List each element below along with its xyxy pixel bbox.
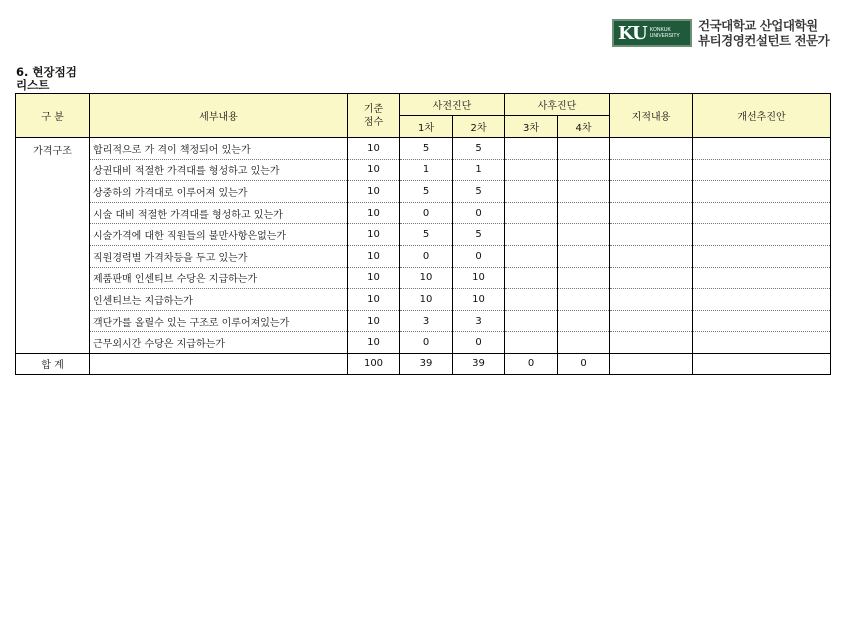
row-round-1: 5 (400, 224, 453, 246)
row-plan (693, 310, 831, 332)
row-round-1: 0 (400, 245, 453, 267)
header-round-4: 4차 (558, 116, 610, 138)
total-score: 100 (348, 353, 400, 374)
row-item: 객단가를 올릴수 있는 구조로 이루어져있는가 (90, 310, 348, 332)
row-item: 제품판매 인센티브 수당은 지급하는가 (90, 267, 348, 289)
row-round-3 (505, 202, 558, 224)
row-round-3 (505, 159, 558, 181)
row-score: 10 (348, 224, 400, 246)
row-score: 10 (348, 310, 400, 332)
row-round-3 (505, 181, 558, 203)
total-detail (90, 353, 348, 374)
header-score: 기준 점수 (348, 94, 400, 138)
row-score: 10 (348, 267, 400, 289)
row-round-4 (558, 245, 610, 267)
row-round-3 (505, 245, 558, 267)
row-round-3 (505, 138, 558, 160)
logo-mark: KU (618, 22, 647, 44)
row-round-3 (505, 310, 558, 332)
row-round-4 (558, 289, 610, 311)
table-row (16, 202, 831, 224)
row-score: 10 (348, 159, 400, 181)
total-label: 합 계 (16, 353, 90, 374)
row-remarks (610, 224, 693, 246)
row-score: 10 (348, 289, 400, 311)
row-round-4 (558, 159, 610, 181)
header-plan: 개선추진안 (693, 94, 831, 138)
university-logo (612, 18, 846, 48)
row-item: 인센티브는 지급하는가 (90, 289, 348, 311)
row-remarks (610, 310, 693, 332)
row-round-4 (558, 332, 610, 354)
row-item: 상중하의 가격대로 이루어져 있는가 (90, 181, 348, 203)
row-remarks (610, 138, 693, 160)
row-round-2: 0 (453, 202, 505, 224)
row-plan (693, 267, 831, 289)
header-category: 구 분 (16, 94, 90, 138)
row-item: 시술가격에 대한 직원들의 불만사항은없는가 (90, 224, 348, 246)
total-plan (693, 353, 831, 374)
header-round-2: 2차 (453, 116, 505, 138)
header-remarks: 지적내용 (610, 94, 693, 138)
row-item: 직원경력별 가격차등을 두고 있는가 (90, 245, 348, 267)
row-round-1: 0 (400, 202, 453, 224)
row-plan (693, 181, 831, 203)
table-row (16, 289, 831, 311)
header-round-1: 1차 (400, 116, 453, 138)
row-round-2: 3 (453, 310, 505, 332)
row-remarks (610, 289, 693, 311)
total-remarks (610, 353, 693, 374)
row-score: 10 (348, 181, 400, 203)
row-round-1: 5 (400, 181, 453, 203)
row-plan (693, 224, 831, 246)
logo-line1: 건국대학교 산업대학원 (698, 18, 818, 33)
row-round-3 (505, 224, 558, 246)
row-remarks (610, 202, 693, 224)
row-item: 상권대비 적절한 가격대를 형성하고 있는가 (90, 159, 348, 181)
logo-line2: 뷰티경영컨설턴트 전문가 (698, 33, 830, 48)
row-score: 10 (348, 245, 400, 267)
row-round-4 (558, 138, 610, 160)
row-plan (693, 202, 831, 224)
table-row (16, 159, 831, 181)
row-round-1: 10 (400, 289, 453, 311)
row-round-2: 5 (453, 181, 505, 203)
row-round-2: 10 (453, 289, 505, 311)
total-row (16, 353, 831, 374)
row-round-4 (558, 310, 610, 332)
row-score: 10 (348, 202, 400, 224)
row-item: 시술 대비 적절한 가격대를 형성하고 있는가 (90, 202, 348, 224)
row-remarks (610, 245, 693, 267)
inspection-table (15, 93, 831, 375)
header-post-diagnosis: 사후진단 (505, 94, 610, 116)
row-round-4 (558, 267, 610, 289)
row-round-4 (558, 224, 610, 246)
row-round-2: 0 (453, 332, 505, 354)
table-row (16, 267, 831, 289)
total-round-4: 0 (558, 353, 610, 374)
row-round-2: 1 (453, 159, 505, 181)
row-remarks (610, 181, 693, 203)
table-row (16, 181, 831, 203)
page-title (16, 66, 77, 92)
row-plan (693, 245, 831, 267)
row-round-2: 0 (453, 245, 505, 267)
total-round-3: 0 (505, 353, 558, 374)
row-round-3 (505, 289, 558, 311)
title-line1: 6. 현장점검 (16, 65, 77, 79)
row-round-1: 0 (400, 332, 453, 354)
table-row (16, 245, 831, 267)
ku-emblem (612, 19, 692, 47)
row-plan (693, 289, 831, 311)
header-round-3: 3차 (505, 116, 558, 138)
row-round-1: 10 (400, 267, 453, 289)
row-round-1: 1 (400, 159, 453, 181)
table-row (16, 138, 831, 160)
row-round-1: 3 (400, 310, 453, 332)
row-remarks (610, 267, 693, 289)
row-remarks (610, 332, 693, 354)
row-round-4 (558, 202, 610, 224)
row-round-2: 5 (453, 224, 505, 246)
row-plan (693, 138, 831, 160)
row-plan (693, 159, 831, 181)
logo-sub2: UNIVERSITY (649, 33, 680, 39)
total-round-1: 39 (400, 353, 453, 374)
row-plan (693, 332, 831, 354)
row-round-3 (505, 267, 558, 289)
row-score: 10 (348, 138, 400, 160)
row-round-4 (558, 181, 610, 203)
row-round-1: 5 (400, 138, 453, 160)
category-cell: 가격구조 (16, 138, 90, 354)
row-round-3 (505, 332, 558, 354)
table-row (16, 332, 831, 354)
total-round-2: 39 (453, 353, 505, 374)
title-line2: 리스트 (16, 78, 50, 92)
row-round-2: 5 (453, 138, 505, 160)
header-detail: 세부내용 (90, 94, 348, 138)
row-item: 근무외시간 수당은 지급하는가 (90, 332, 348, 354)
logo-sub1: KONKUK (649, 27, 671, 33)
table-row (16, 224, 831, 246)
table-row (16, 310, 831, 332)
header-pre-diagnosis: 사전진단 (400, 94, 505, 116)
row-score: 10 (348, 332, 400, 354)
row-item: 합리적으로 가 격이 책정되어 있는가 (90, 138, 348, 160)
row-remarks (610, 159, 693, 181)
row-round-2: 10 (453, 267, 505, 289)
